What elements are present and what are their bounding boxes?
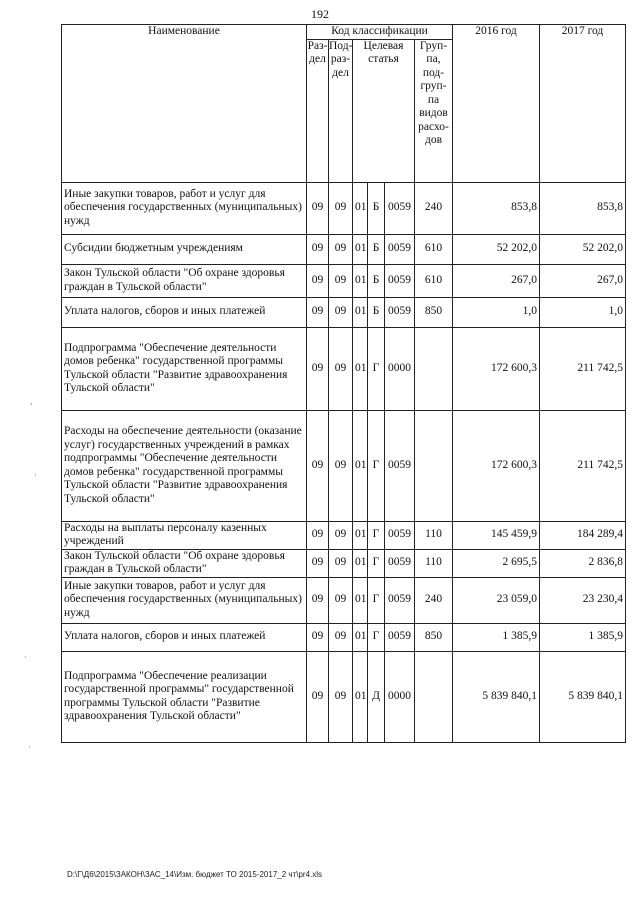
row-value-2016: 2 695,5 xyxy=(453,549,540,577)
row-target-program: 01 xyxy=(353,264,368,297)
row-value-2016: 172 600,3 xyxy=(453,410,540,521)
row-value-2016: 172 600,3 xyxy=(453,327,540,410)
row-target-direction: 0059 xyxy=(385,234,415,264)
row-value-2016: 23 059,0 xyxy=(453,577,540,623)
row-value-2017: 211 742,5 xyxy=(540,327,626,410)
row-target-direction: 0059 xyxy=(385,297,415,327)
row-target-program: 01 xyxy=(353,410,368,521)
row-target-subprogram: Б xyxy=(368,297,385,327)
row-podrazdel: 09 xyxy=(329,577,353,623)
row-podrazdel: 09 xyxy=(329,410,353,521)
row-expense-type xyxy=(415,327,453,410)
row-value-2016: 145 459,9 xyxy=(453,521,540,549)
row-podrazdel: 09 xyxy=(329,327,353,410)
row-target-program: 01 xyxy=(353,234,368,264)
row-target-subprogram: Г xyxy=(368,521,385,549)
row-target-program: 01 xyxy=(353,297,368,327)
row-name: Иные закупки товаров, работ и услуг для обеспечения государственных (муниципальных) нужд xyxy=(62,577,307,623)
row-target-program: 01 xyxy=(353,521,368,549)
row-name: Уплата налогов, сборов и иных платежей xyxy=(62,623,307,651)
row-value-2016: 853,8 xyxy=(453,182,540,234)
row-value-2016: 267,0 xyxy=(453,264,540,297)
row-razdel: 09 xyxy=(307,182,329,234)
row-name: Иные закупки товаров, работ и услуг для обеспечения государственных (муниципальных) нужд xyxy=(62,182,307,234)
row-expense-type: 610 xyxy=(415,234,453,264)
table-row xyxy=(62,577,626,623)
header-name: Наименование xyxy=(62,25,307,183)
row-value-2016: 5 839 840,1 xyxy=(453,651,540,742)
row-target-direction: 0000 xyxy=(385,327,415,410)
row-target-program: 01 xyxy=(353,623,368,651)
row-expense-type: 850 xyxy=(415,297,453,327)
row-target-program: 01 xyxy=(353,577,368,623)
row-podrazdel: 09 xyxy=(329,264,353,297)
row-target-program: 01 xyxy=(353,182,368,234)
row-expense-type: 110 xyxy=(415,521,453,549)
table-row xyxy=(62,297,626,327)
row-podrazdel: 09 xyxy=(329,521,353,549)
row-value-2017: 5 839 840,1 xyxy=(540,651,626,742)
row-name: Подпрограмма "Обеспечение деятельности домов ребенка" государственной программы Тульской области "Развитие здравоохранения Тульской области" xyxy=(62,327,307,410)
row-target-program: 01 xyxy=(353,327,368,410)
header-vid-rashodov: Груп- па, под- груп- па видов расхо- дов xyxy=(415,39,453,182)
row-podrazdel: 09 xyxy=(329,182,353,234)
row-expense-type: 240 xyxy=(415,182,453,234)
row-target-direction: 0059 xyxy=(385,264,415,297)
row-name: Подпрограмма "Обеспечение реализации государственной программы" государственной программы Тульской области "Развитие здравоохранения Тульской области" xyxy=(62,651,307,742)
row-value-2017: 853,8 xyxy=(540,182,626,234)
row-razdel: 09 xyxy=(307,264,329,297)
row-podrazdel: 09 xyxy=(329,651,353,742)
row-target-subprogram: Б xyxy=(368,264,385,297)
row-razdel: 09 xyxy=(307,410,329,521)
row-target-subprogram: Г xyxy=(368,549,385,577)
row-razdel: 09 xyxy=(307,549,329,577)
row-expense-type: 240 xyxy=(415,577,453,623)
row-razdel: 09 xyxy=(307,521,329,549)
row-podrazdel: 09 xyxy=(329,549,353,577)
row-expense-type: 610 xyxy=(415,264,453,297)
row-razdel: 09 xyxy=(307,234,329,264)
row-target-subprogram: Г xyxy=(368,410,385,521)
row-expense-type xyxy=(415,410,453,521)
header-classification: Код классификации xyxy=(307,25,453,40)
table-row xyxy=(62,410,626,521)
row-target-direction: 0059 xyxy=(385,410,415,521)
row-target-subprogram: Б xyxy=(368,182,385,234)
row-value-2017: 184 289,4 xyxy=(540,521,626,549)
table-row xyxy=(62,549,626,577)
row-target-program: 01 xyxy=(353,549,368,577)
row-target-direction: 0059 xyxy=(385,521,415,549)
row-target-direction: 0059 xyxy=(385,577,415,623)
row-name: Расходы на обеспечение деятельности (оказание услуг) государственных учреждений в рамках подпрограммы "Обеспечение деятельности домов ребенка" государственной программы Тульской области "Развитие здравоохранения Тульской области" xyxy=(62,410,307,521)
row-target-direction: 0000 xyxy=(385,651,415,742)
row-razdel: 09 xyxy=(307,577,329,623)
row-target-direction: 0059 xyxy=(385,549,415,577)
row-value-2017: 1 385,9 xyxy=(540,623,626,651)
row-name: Закон Тульской области "Об охране здоровья граждан в Тульской области" xyxy=(62,549,307,577)
row-value-2017: 2 836,8 xyxy=(540,549,626,577)
row-podrazdel: 09 xyxy=(329,623,353,651)
budget-table xyxy=(61,24,626,743)
header-2016: 2016 год xyxy=(453,25,540,183)
row-name: Субсидии бюджетным учреждениям xyxy=(62,234,307,264)
row-value-2016: 52 202,0 xyxy=(453,234,540,264)
table-row xyxy=(62,182,626,234)
table-row xyxy=(62,623,626,651)
row-podrazdel: 09 xyxy=(329,297,353,327)
table-row xyxy=(62,521,626,549)
header-razdel: Раз- дел xyxy=(307,39,329,182)
row-name: Закон Тульской области "Об охране здоровья граждан в Тульской области" xyxy=(62,264,307,297)
row-value-2016: 1,0 xyxy=(453,297,540,327)
row-name: Уплата налогов, сборов и иных платежей xyxy=(62,297,307,327)
row-razdel: 09 xyxy=(307,327,329,410)
row-value-2017: 1,0 xyxy=(540,297,626,327)
row-target-subprogram: Д xyxy=(368,651,385,742)
row-value-2017: 211 742,5 xyxy=(540,410,626,521)
page-number: 192 xyxy=(311,7,329,21)
row-name: Расходы на выплаты персоналу казенных учреждений xyxy=(62,521,307,549)
row-expense-type xyxy=(415,651,453,742)
row-value-2017: 52 202,0 xyxy=(540,234,626,264)
row-target-subprogram: Г xyxy=(368,623,385,651)
row-value-2017: 23 230,4 xyxy=(540,577,626,623)
row-razdel: 09 xyxy=(307,651,329,742)
row-target-subprogram: Б xyxy=(368,234,385,264)
row-expense-type: 110 xyxy=(415,549,453,577)
row-target-subprogram: Г xyxy=(368,577,385,623)
row-razdel: 09 xyxy=(307,297,329,327)
table-row xyxy=(62,651,626,742)
header-celevaya: Целевая статья xyxy=(353,39,415,182)
row-target-program: 01 xyxy=(353,651,368,742)
row-podrazdel: 09 xyxy=(329,234,353,264)
row-target-subprogram: Г xyxy=(368,327,385,410)
file-path-footer: D:\Г\Д6\2015\ЗАКОН\ЗАС_14\Изм. бюджет ТО 2015-2017_2 чт\pr4.xls xyxy=(67,870,323,879)
row-value-2017: 267,0 xyxy=(540,264,626,297)
row-expense-type: 850 xyxy=(415,623,453,651)
header-podrazdel: Под- раз- дел xyxy=(329,39,353,182)
table-row xyxy=(62,264,626,297)
row-target-direction: 0059 xyxy=(385,182,415,234)
row-value-2016: 1 385,9 xyxy=(453,623,540,651)
table-row xyxy=(62,234,626,264)
row-razdel: 09 xyxy=(307,623,329,651)
header-2017: 2017 год xyxy=(540,25,626,183)
table-row xyxy=(62,327,626,410)
row-target-direction: 0059 xyxy=(385,623,415,651)
